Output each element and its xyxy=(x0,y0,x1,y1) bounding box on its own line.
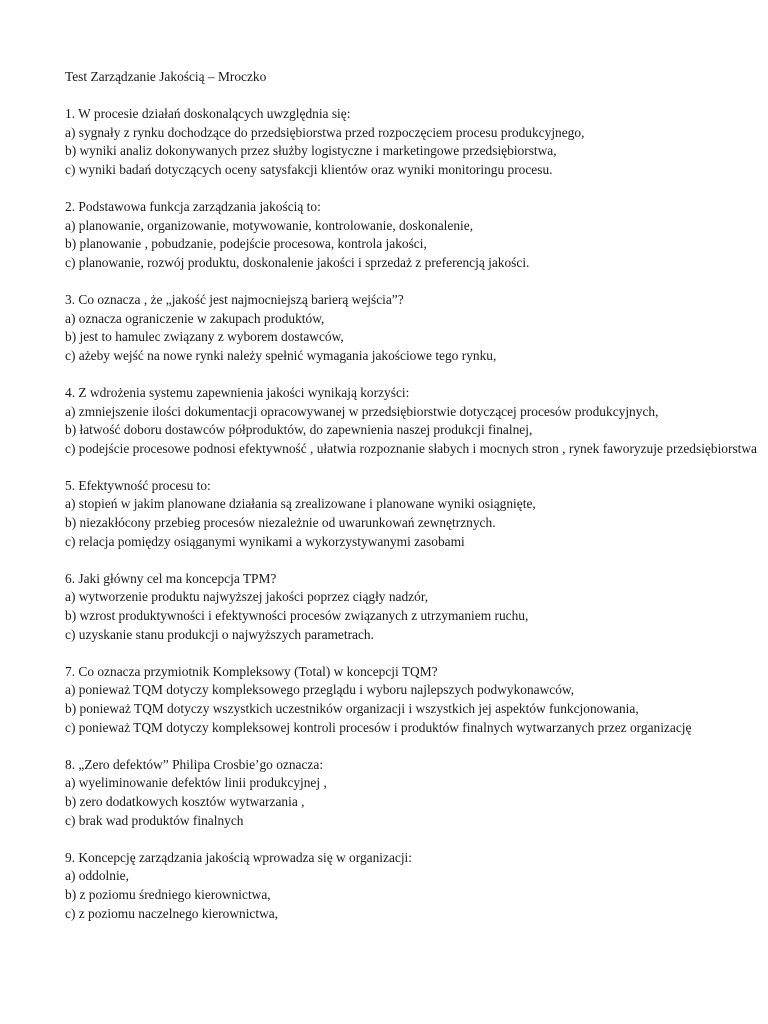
question-4-option-b: b) łatwość doboru dostawców półproduktów, do zapewnienia naszej produkcji finalnej, xyxy=(65,422,533,438)
question-4-option-c: c) podejście procesowe podnosi efektywność , ułatwia rozpoznanie słabych i mocnych stron , rynek faworyzuje przedsiębiorstwa xyxy=(65,440,757,456)
question-2-option-b: b) planowanie , pobudzanie, podejście procesowa, kontrola jakości, xyxy=(65,236,427,252)
question-9-text: 9. Koncepcję zarządzania jakością wprowadza się w organizacji: xyxy=(65,849,412,865)
question-5-option-c: c) relacja pomiędzy osiąganymi wynikami a wykorzystywanymi zasobami xyxy=(65,533,465,549)
question-5-option-a: a) stopień w jakim planowane działania są zrealizowane i planowane wyniki osiągnięte, xyxy=(65,496,536,512)
question-1-option-a: a) sygnały z rynku dochodzące do przedsiębiorstwa przed rozpoczęciem procesu produkcyjnego, xyxy=(65,124,585,140)
question-3-text: 3. Co oznacza , że „jakość jest najmocniejszą barierą wejścia”? xyxy=(65,291,404,307)
question-6-option-c: c) uzyskanie stanu produkcji o najwyższych parametrach. xyxy=(65,626,374,642)
question-4-text: 4. Z wdrożenia systemu zapewnienia jakości wynikają korzyści: xyxy=(65,384,410,400)
question-1-option-b: b) wyniki analiz dokonywanych przez służby logistyczne i marketingowe przedsiębiorstwa, xyxy=(65,143,557,159)
question-5-text: 5. Efektywność procesu to: xyxy=(65,477,211,493)
question-9-option-a: a) oddolnie, xyxy=(65,868,129,884)
question-1 xyxy=(65,105,768,179)
question-4-option-a: a) zmniejszenie ilości dokumentacji opracowywanej w przedsiębiorstwie dotyczącej procesów produkcyjnych, xyxy=(65,403,659,419)
question-list xyxy=(65,105,768,942)
question-7-text: 7. Co oznacza przymiotnik Kompleksowy (Total) w koncepcji TQM? xyxy=(65,663,438,679)
question-8-text: 8. „Zero defektów” Philipa Crosbie’go oznacza: xyxy=(65,756,324,772)
question-2-text: 2. Podstawowa funkcja zarządzania jakością to: xyxy=(65,198,321,214)
question-6-text: 6. Jaki główny cel ma koncepcja TPM? xyxy=(65,570,277,586)
document-title: Test Zarządzanie Jakością – Mroczko xyxy=(65,69,267,84)
question-6-option-a: a) wytworzenie produktu najwyższej jakości poprzez ciągły nadzór, xyxy=(65,589,429,605)
question-5-option-b: b) niezakłócony przebieg procesów niezależnie od uwarunkowań zewnętrznych. xyxy=(65,515,496,531)
question-2-option-a: a) planowanie, organizowanie, motywowanie, kontrolowanie, doskonalenie, xyxy=(65,217,474,233)
question-4 xyxy=(65,384,768,458)
question-5 xyxy=(65,477,768,551)
question-6 xyxy=(65,570,768,644)
question-3-option-a: a) oznacza ograniczenie w zakupach produktów, xyxy=(65,310,325,326)
question-3-option-c: c) ażeby wejść na nowe rynki należy spełnić wymagania jakościowe tego rynku, xyxy=(65,347,497,363)
question-2 xyxy=(65,198,768,272)
question-7 xyxy=(65,663,768,737)
question-1-text: 1. W procesie działań doskonalących uwzględnia się: xyxy=(65,106,351,121)
question-1-option-c: c) wyniki badań dotyczących oceny satysfakcji klientów oraz wyniki monitoringu procesu. xyxy=(65,161,553,177)
question-8-option-c: c) brak wad produktów finalnych xyxy=(65,812,244,828)
question-9 xyxy=(65,849,768,923)
question-8 xyxy=(65,756,768,830)
question-3 xyxy=(65,291,768,365)
question-7-option-b: b) ponieważ TQM dotyczy wszystkich uczestników organizacji i wszystkich jej aspektów funkcjonowania, xyxy=(65,701,639,716)
question-7-option-c: c) ponieważ TQM dotyczy kompleksowej kontroli procesów i produktów finalnych wytwarzanych przez organizację xyxy=(65,719,692,735)
question-3-option-b: b) jest to hamulec związany z wyborem dostawców, xyxy=(65,329,344,345)
question-2-option-c: c) planowanie, rozwój produktu, doskonalenie jakości i sprzedaż z preferencją jakości. xyxy=(65,254,530,270)
question-8-option-a: a) wyeliminowanie defektów linii produkcyjnej , xyxy=(65,775,327,791)
question-7-option-a: a) ponieważ TQM dotyczy kompleksowego przeglądu i wyboru najlepszych podwykonawców, xyxy=(65,682,575,698)
question-9-option-b: b) z poziomu średniego kierownictwa, xyxy=(65,886,271,902)
question-9-option-c: c) z poziomu naczelnego kierownictwa, xyxy=(65,905,279,921)
question-6-option-b: b) wzrost produktywności i efektywności procesów związanych z utrzymaniem ruchu, xyxy=(65,608,529,624)
question-8-option-b: b) zero dodatkowych kosztów wytwarzania , xyxy=(65,793,305,809)
